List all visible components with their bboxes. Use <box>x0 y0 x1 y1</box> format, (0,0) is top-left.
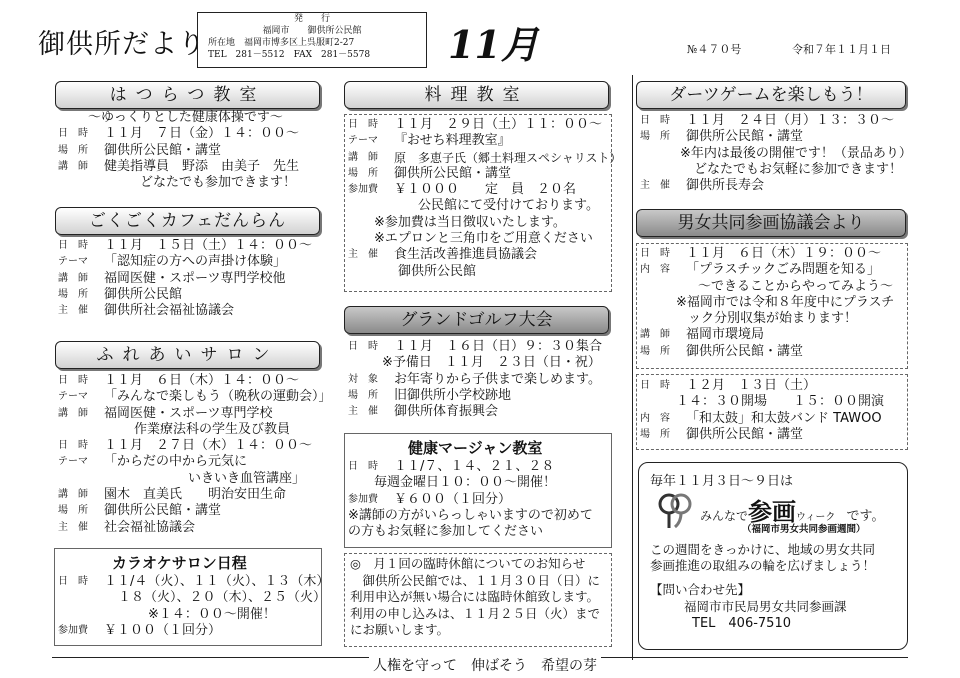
mahjong-details <box>348 459 593 540</box>
publisher-heading: 発 行 <box>293 14 330 24</box>
info-line: ※エプロンと三角巾をご用意ください <box>374 231 593 247</box>
info-line: 講 師 福岡市環境局 <box>640 327 765 343</box>
inquiry-dept: 福岡市市民局男女共同参画課 <box>684 599 847 614</box>
notice-line: 利用申込が無い場合には臨時休館致します。 <box>350 589 600 604</box>
info-line: 講 師 福岡医健・スポーツ専門学校他 <box>58 270 286 286</box>
section-darts <box>640 113 912 194</box>
notice-line: 利用の申し込みは、１１月２５日（火）まで <box>350 605 601 621</box>
info-line: 講 師 福岡医健・スポーツ専門学校 <box>58 405 273 421</box>
publisher-address: 所在地 福岡市博多区上呉服町2-27 <box>208 38 355 48</box>
info-line: 内 容 「和太鼓」和太鼓バンド TAWOO <box>640 410 882 426</box>
logo-word-desu: です。 <box>846 509 885 524</box>
sankaku-week-contact <box>650 581 847 632</box>
notice-line: 御供所公民館では、１１月３０日（日）に <box>350 572 601 588</box>
logo-word-sankaku: 参画 <box>748 498 797 526</box>
section-cafe-danran <box>58 238 312 319</box>
info-line: ～できることからやってみよう～ <box>698 278 894 294</box>
publisher-org: 福岡市 御供所公民館 <box>262 26 362 36</box>
info-line: 参加費 ￥６００（１回分） <box>348 491 512 507</box>
inquiry-label: 【問い合わせ先】 <box>650 582 751 597</box>
section-header-gender-equality: 男女共同参画協議会より <box>636 209 906 237</box>
publisher-contact: TEL 281－5512 FAX 281－5578 <box>208 50 371 60</box>
gender-equality-details <box>640 246 894 360</box>
info-line: １４：３０開場 １５：００開演 <box>676 394 885 410</box>
publisher-box <box>197 12 427 68</box>
info-line: 内 容 「プラスチックごみ問題を知る」 <box>640 262 880 278</box>
info-line: ※参加費は当日徴収いたします。 <box>374 214 566 230</box>
info-line: ※予備日 １１月 ２３日（日・祝） <box>382 355 601 371</box>
info-line: 作業療法科の学生及び教員 <box>134 421 291 437</box>
section-fureai-salon <box>58 373 332 536</box>
info-line: 場 所 御供所公民館・講堂 <box>640 343 804 359</box>
info-line: どなたでも参加できます！ <box>140 175 297 191</box>
info-line: 御供所公民館 <box>398 263 477 279</box>
section-ground-golf <box>348 339 602 420</box>
info-line: いきいき血管講座」 <box>188 470 306 486</box>
info-line: 主 催 御供所体育振興会 <box>348 404 499 420</box>
info-line: 日 時 １１月 １６日（日）９：３０集合 <box>348 339 603 354</box>
info-line: 日 時 １１/４（火）、１１（火）、１３（木） <box>58 574 330 589</box>
inquiry-tel: TEL 406-7510 <box>692 616 791 631</box>
section-header-hatsuratsu: はつらつ教室 <box>55 81 320 109</box>
issue-date: 令和７年１１月１日 <box>792 43 891 56</box>
info-line: 場 所 御供所公民館・講堂 <box>58 503 222 519</box>
notice-line: にお願いします。 <box>350 622 450 637</box>
info-line: テーマ 「からだの中から元気に <box>58 454 248 470</box>
info-line: 日 時 １１月 ２９日（土）１１：００～ <box>348 117 603 132</box>
info-line: テーマ 『おせち料理教室』 <box>348 133 511 149</box>
info-line: １８（火）、２０（木）、２５（火） <box>118 590 327 606</box>
issue-number: №４７０号 <box>687 43 742 56</box>
info-line: 場 所 御供所公民館・講堂 <box>640 129 804 145</box>
info-line: 場 所 旧御供所小学校跡地 <box>348 387 512 403</box>
section-hatsuratsu <box>58 110 299 191</box>
info-line: 場 所 御供所公民館 <box>58 286 183 302</box>
closure-notice-text <box>350 556 600 639</box>
info-line: 日 時 １１月 ２７日（木）１４：００～ <box>58 438 313 454</box>
sankaku-week-body <box>650 542 875 574</box>
info-line: ※１４：００～開催！ <box>148 606 276 622</box>
newsletter-title: 御供所だより <box>38 29 206 60</box>
info-line: 主 催 御供所社会福祉協議会 <box>58 303 235 319</box>
info-line: 場 所 御供所公民館・講堂 <box>58 142 222 158</box>
section-header-darts: ダーツゲームを楽しもう！ <box>636 81 906 109</box>
info-line: 日 時 １１月 ２４日（月）１３：３０～ <box>640 113 895 128</box>
column-divider <box>632 75 633 660</box>
logo-word-minna: みんなで <box>700 509 749 523</box>
info-line: ※講師の方がいらっしゃいますので初めて <box>348 507 593 523</box>
info-line: 場 所 御供所公民館・講堂 <box>640 426 804 442</box>
logo-word-week: ウィーク <box>796 512 836 523</box>
info-line: ック分別収集が始まります！ <box>688 311 858 327</box>
info-line: 日 時 １１月 ７日（金）１４：００～ <box>58 126 300 142</box>
info-line: 講 師 園木 直美氏 明治安田生命 <box>58 487 287 503</box>
info-line: 日 時 １２月 １３日（土） <box>640 378 817 393</box>
info-line: 日 時 １１月 ６日（木）１９：００～ <box>640 246 882 261</box>
body-line: この週間をきっかけに、地域の男女共同 <box>650 542 876 557</box>
logo-graphic <box>655 490 695 530</box>
taiko-concert-details <box>640 378 884 443</box>
cooking-details <box>348 117 622 280</box>
info-line: 毎週金曜日１０：００～開催！ <box>374 475 557 491</box>
info-line: テーマ 「認知症の方への声掛け体験」 <box>58 254 287 270</box>
info-line: 講 師 原 多恵子氏（郷土料理スペシャリスト） <box>348 150 622 165</box>
body-line: 参画推進の取組みの輪を広げましょう！ <box>650 558 876 573</box>
info-line: ～ゆっくりとした健康体操です～ <box>88 110 283 125</box>
info-line: 主 催 御供所長寿会 <box>640 178 765 194</box>
section-header-karaoke: カラオケサロン日程 <box>112 554 247 572</box>
info-line: 日 時 １１月 １５日（土）１４：００～ <box>58 238 313 253</box>
footer-slogan: 人権を守って 伸ばそう 希望の芽 <box>369 655 601 675</box>
sankaku-week-period: 毎年１１月３日～９日は <box>650 474 794 489</box>
info-line: 主 催 食生活改善推進員協議会 <box>348 247 538 263</box>
info-line: の方もお気軽に参加してください <box>348 524 544 540</box>
info-line: どなたでもお気軽に参加できます！ <box>694 161 903 177</box>
info-line: 参加費 ￥１００（１回分） <box>58 622 222 638</box>
section-header-cafe-danran: ごくごくカフェだんらん <box>55 207 320 235</box>
info-line: 講 師 健美指導員 野添 由美子 先生 <box>58 158 300 174</box>
info-line: 日 時 １１/７、１４、２１、２８ <box>348 459 555 474</box>
karaoke-details <box>58 574 329 639</box>
info-line: 対 象 お年寄りから子供まで楽しめます。 <box>348 371 601 387</box>
participation-logo-icon <box>655 490 695 530</box>
section-header-fureai-salon: ふれあいサロン <box>55 341 320 369</box>
info-line: 主 催 社会福祉協議会 <box>58 519 196 535</box>
section-header-mahjong: 健康マージャン教室 <box>408 439 543 457</box>
info-line: テーマ 「みんなで楽しもう（晩秋の運動会）」 <box>58 389 332 405</box>
info-line: 場 所 御供所公民館・講堂 <box>348 165 512 181</box>
notice-line: ◎ 月１回の臨時休館についてのお知らせ <box>350 556 586 571</box>
sankaku-week-subtitle: （福岡市男女共同参画週間） <box>742 524 866 535</box>
issue-month: 11月 <box>448 22 539 67</box>
info-line: 日 時 １１月 ６日（木）１４：００～ <box>58 373 300 388</box>
section-header-cooking: 料理教室 <box>344 81 609 109</box>
info-line: ※福岡市では令和８年度中にプラスチ <box>676 294 895 310</box>
info-line: ※年内は最後の開催です！（景品あり） <box>680 145 912 161</box>
section-header-ground-golf: グランドゴルフ大会 <box>344 306 609 334</box>
info-line: 参加費 ￥１０００ 定 員 ２０名 <box>348 182 577 198</box>
info-line: 公民館にて受付けております。 <box>418 198 599 214</box>
